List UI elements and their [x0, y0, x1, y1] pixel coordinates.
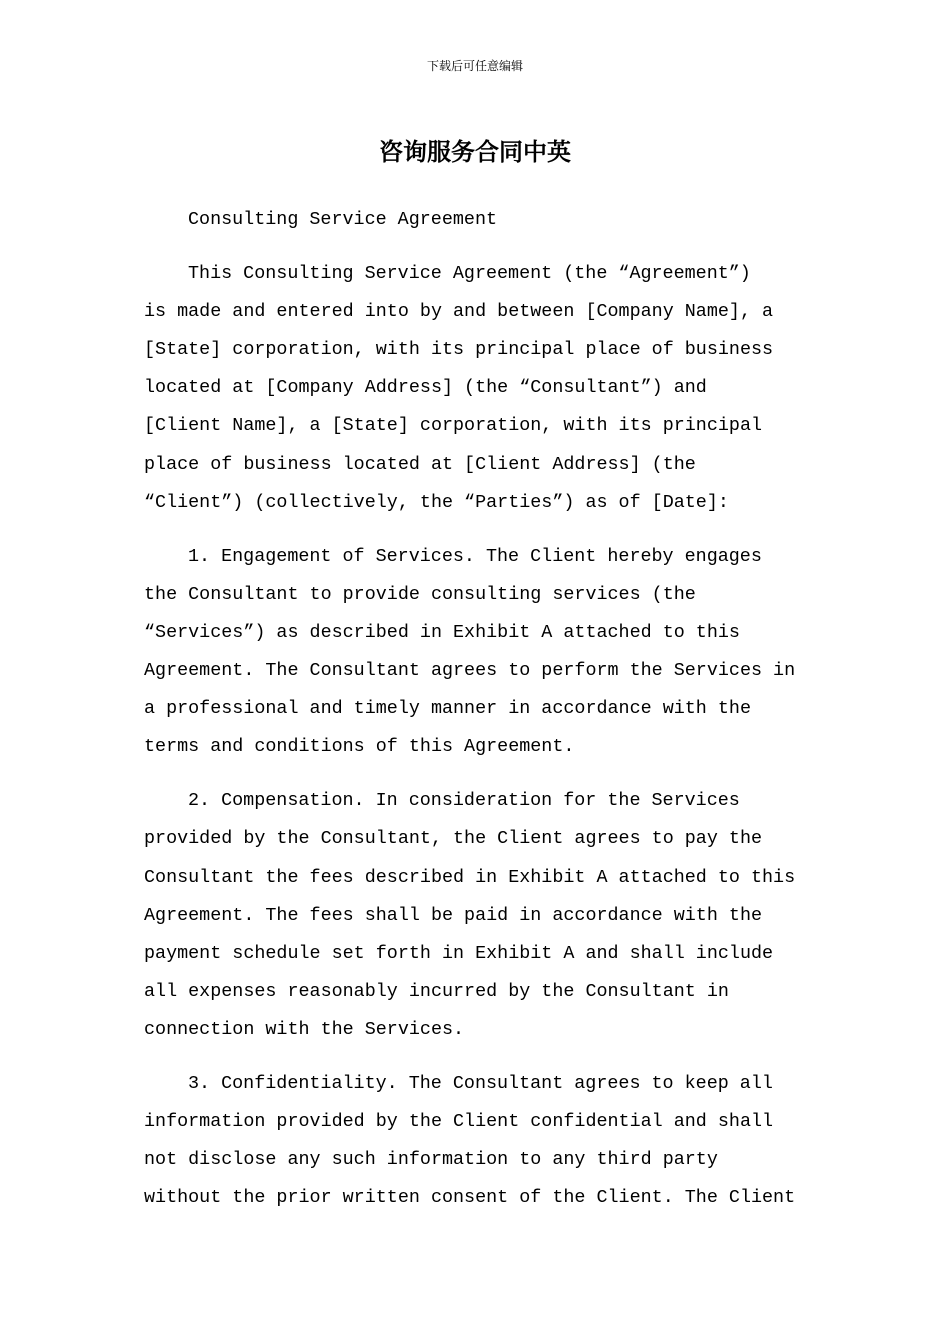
paragraph-line: Consultant the fees described in Exhibit A attached to this — [144, 866, 796, 888]
paragraph-line: connection with the Services. — [144, 1018, 465, 1040]
paragraph-line: place of business located at [Client Address] (the — [144, 453, 696, 475]
paragraph-line: This Consulting Service Agreement (the “Agreement”) — [188, 263, 751, 285]
document-body — [144, 201, 814, 1233]
paragraph-line: all expenses reasonably incurred by the Consultant in — [144, 980, 729, 1002]
paragraph-line: 3. Confidentiality. The Consultant agrees to keep all — [188, 1072, 773, 1094]
paragraph-line: [State] corporation, with its principal place of business — [144, 339, 774, 361]
intro-paragraph — [144, 255, 814, 522]
paragraph-line: provided by the Consultant, the Client agrees to pay the — [144, 828, 763, 850]
paragraph-line: 2. Compensation. In consideration for the Services — [188, 790, 740, 812]
paragraph-line: information provided by the Client confidential and shall — [144, 1111, 774, 1133]
document-title: 咨询服务合同中英 — [379, 138, 571, 166]
paragraph-line: the Consultant to provide consulting services (the — [144, 583, 696, 605]
paragraph-line: Agreement. The fees shall be paid in accordance with the — [144, 904, 763, 926]
paragraph-line: not disclose any such information to any third party — [144, 1149, 718, 1171]
subtitle-paragraph — [144, 201, 814, 239]
paragraph-line: payment schedule set forth in Exhibit A and shall include — [144, 942, 774, 964]
paragraph-line: Agreement. The Consultant agrees to perform the Services in — [144, 660, 796, 682]
paragraph-line: is made and entered into by and between [Company Name], a — [144, 301, 774, 323]
subtitle: Consulting Service Agreement — [188, 209, 498, 230]
paragraph-line: terms and conditions of this Agreement. — [144, 736, 575, 758]
header-note: 下载后可任意编辑 — [426, 59, 523, 73]
paragraph-line: located at [Company Address] (the “Consultant”) and — [144, 377, 707, 399]
paragraph-line: [Client Name], a [State] corporation, with its principal — [144, 415, 763, 437]
paragraph-line: 1. Engagement of Services. The Client hereby engages — [188, 545, 762, 567]
section-compensation — [144, 782, 814, 1049]
paragraph-line: without the prior written consent of the Client. The Client — [144, 1187, 796, 1209]
paragraph-line: a professional and timely manner in accordance with the — [144, 698, 751, 720]
paragraph-line: “Client”) (collectively, the “Parties”) as of [Date]: — [144, 491, 729, 513]
paragraph-line: “Services”) as described in Exhibit A attached to this — [144, 621, 740, 643]
section-confidentiality — [144, 1065, 814, 1217]
section-engagement — [144, 538, 814, 767]
